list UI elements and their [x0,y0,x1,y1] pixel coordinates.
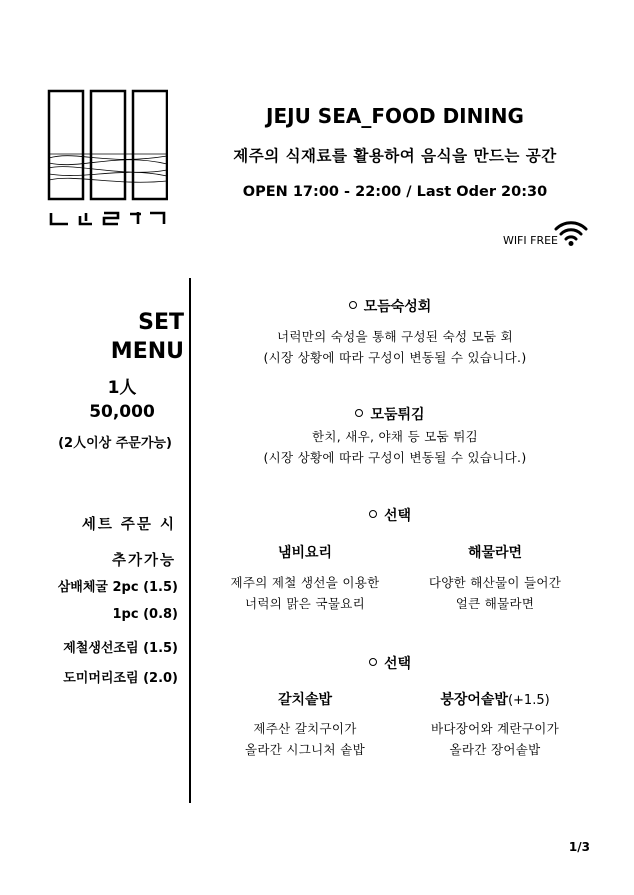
hotpot-description: 제주의 제철 생선을 이용한 너럭의 맑은 국물요리 [230,575,380,611]
section-heading-choice-1: 선택 [290,505,490,525]
addon-item: 도미머리조림 (2.0) [63,671,178,686]
dish-name-hotpot: 냄비요리 [277,545,333,561]
bullet-icon [369,510,377,518]
section-heading-fried: 모둠튀김 [290,404,490,424]
bullet-icon [355,409,363,417]
dish-name-hairtail-rice: 갈치솥밥 [277,692,333,708]
set-menu-title: SET MENU [110,310,184,364]
addon-item: 제철생선조림 (1.5) [63,641,178,656]
serving-size: 1人 [107,378,137,398]
wifi-icon [553,219,589,247]
page-number: 1/3 [568,840,590,854]
minimum-order-note: (2人이상 주문가능) [58,436,172,451]
tagline: 제주의 식재료를 활용하여 음식을 만드는 공간 [233,147,557,165]
dish-name-ramen: 해물라면 [467,545,523,561]
ramen-description: 다양한 해산물이 들어간 얼큰 해물라면 [428,575,562,611]
opening-hours: OPEN 17:00 - 22:00 / Last Oder 20:30 [242,184,548,200]
addon-heading: 세트 주문 시 추가가능 [81,517,176,569]
sashimi-description: 너럭만의 숙성을 통해 구성된 숙성 모둠 회 (시장 상황에 따라 구성이 변동될 수 있습니다.) [263,329,527,365]
restaurant-logo [46,88,168,230]
wifi-label: WIFI FREE [502,234,558,247]
bullet-icon [369,658,377,666]
section-heading-choice-2: 선택 [290,653,490,673]
extra-charge: (+1.5) [507,693,550,708]
restaurant-title: JEJU SEA_FOOD DINING [266,104,524,128]
hairtail-rice-description: 제주산 갈치구이가 올라간 시그니처 솥밥 [245,721,365,757]
set-price-block [60,376,184,424]
section-heading-sashimi: 모듬숙성회 [290,296,490,316]
bullet-icon [349,301,357,309]
eel-rice-description: 바다장어와 계란구이가 올라간 장어솥밥 [430,721,560,757]
addon-item: 삼배체굴 2pc (1.5) [57,580,178,595]
column-divider [189,278,191,803]
fried-description: 한치, 새우, 야채 등 모둠 튀김 (시장 상황에 따라 구성이 변동될 수 있습니다.) [263,429,527,465]
addon-item: 1pc (0.8) [112,607,178,622]
set-price: 50,000 [89,402,155,422]
dish-name-eel-rice: 붕장어솥밥(+1.5) [440,692,550,708]
